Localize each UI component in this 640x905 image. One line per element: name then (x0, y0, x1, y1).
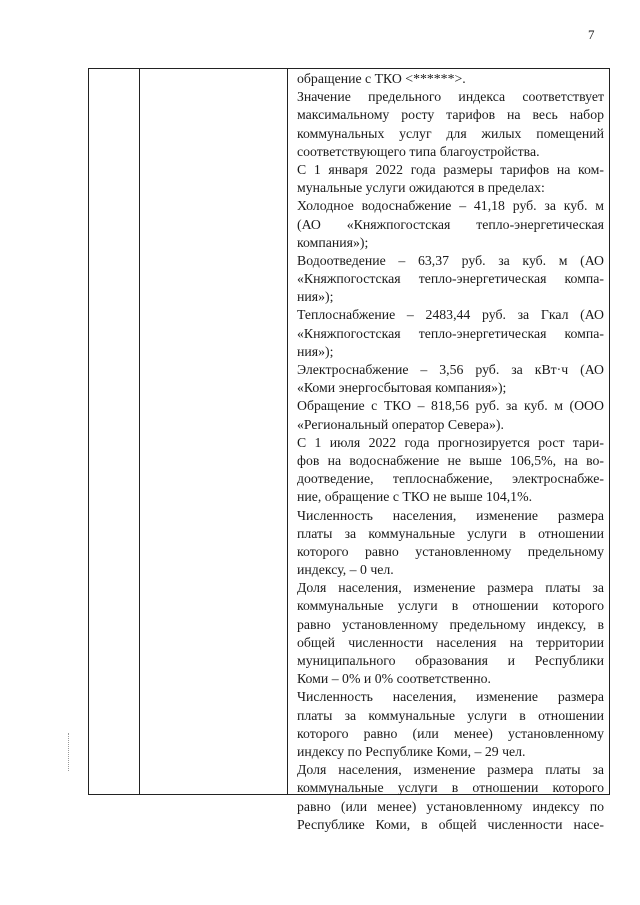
document-table (88, 68, 610, 832)
text-line: индексу по Республике Коми, – 29 чел. (297, 743, 526, 759)
text-line: коммунальные услуги в отношении которого (297, 598, 604, 614)
table-column-divider-1 (139, 69, 140, 794)
text-line: Доля населения, изменение размера платы за (297, 762, 604, 778)
text-line: равно (или менее) установленному индексу по (297, 798, 604, 814)
text-line: Обращение с ТКО – 818,56 руб. за куб. м (ООО (297, 398, 604, 414)
text-line: обращение с ТКО <******>. (297, 71, 466, 86)
text-line: ния»); (297, 343, 334, 359)
text-line: платы за коммунальные услуги в отношении (297, 707, 604, 723)
text-line: которого равно установленному предельному (297, 543, 604, 559)
text-line: «Коми энергосбытовая компания»); (297, 380, 507, 396)
text-line: которого равно (или менее) установленному (297, 725, 604, 741)
text-line: (АО «Княжпогостская тепло-энергетическая (297, 216, 604, 232)
text-line: максимальному росту тарифов на весь набор (297, 107, 604, 123)
text-line: Коми – 0% и 0% соответственно. (297, 671, 491, 687)
text-line: муниципального образования и Республики (297, 653, 604, 668)
text-line: «Княжпогостская тепло-энергетическая компа- (297, 271, 604, 287)
text-line: ние, обращение с ТКО не выше 104,1%. (297, 489, 533, 505)
text-line: коммунальные услуги в отношении которого (297, 780, 604, 796)
text-line: Теплоснабжение – 2483,44 руб. за Гкал (АО (297, 307, 604, 323)
page-number: 7 (588, 27, 595, 42)
text-line: С 1 июля 2022 года прогнозируется рост тари- (297, 434, 604, 450)
text-line: индексу, – 0 чел. (297, 562, 394, 578)
text-line: Электроснабжение – 3,56 руб. за кВт·ч (АО (297, 362, 604, 377)
text-line: фов на водоснабжение не выше 106,5%, на во- (297, 452, 604, 468)
text-line: Республике Коми, в общей численности насе- (297, 816, 604, 832)
text-line: Водоотведение – 63,37 руб. за куб. м (АО (297, 252, 604, 268)
text-line: Значение предельного индекса соответствует (297, 89, 604, 105)
text-line: общей численности населения на территории (297, 634, 604, 650)
text-line: Холодное водоснабжение – 41,18 руб. за куб. м (297, 198, 604, 214)
text-line: Доля населения, изменение размера платы за (297, 580, 604, 596)
text-line: «Региональный оператор Севера»). (297, 416, 504, 432)
text-line: доотведение, теплоснабжение, электроснабже- (297, 471, 604, 487)
text-line: С 1 января 2022 года размеры тарифов на ком- (297, 161, 604, 177)
text-line: Численность населения, изменение размера (297, 507, 604, 523)
text-line: мунальные услуги ожидаются в пределах: (297, 180, 545, 196)
text-line: платы за коммунальные услуги в отношении (297, 525, 604, 541)
margin-mark (68, 733, 70, 771)
text-line: Численность населения, изменение размера (297, 689, 604, 705)
text-line: «Княжпогостская тепло-энергетическая компа- (297, 325, 604, 341)
table-cell-text (297, 70, 604, 834)
text-line: равно установленному предельному индексу, в (297, 616, 604, 632)
text-line: ния»); (297, 289, 334, 305)
paragraph-block (297, 70, 604, 834)
table-column-divider-2 (287, 69, 288, 794)
text-line: соответствующего типа благоустройства. (297, 143, 540, 159)
text-line: коммунальных услуг для жилых помещений (297, 125, 604, 141)
text-line: компания»); (297, 234, 369, 250)
